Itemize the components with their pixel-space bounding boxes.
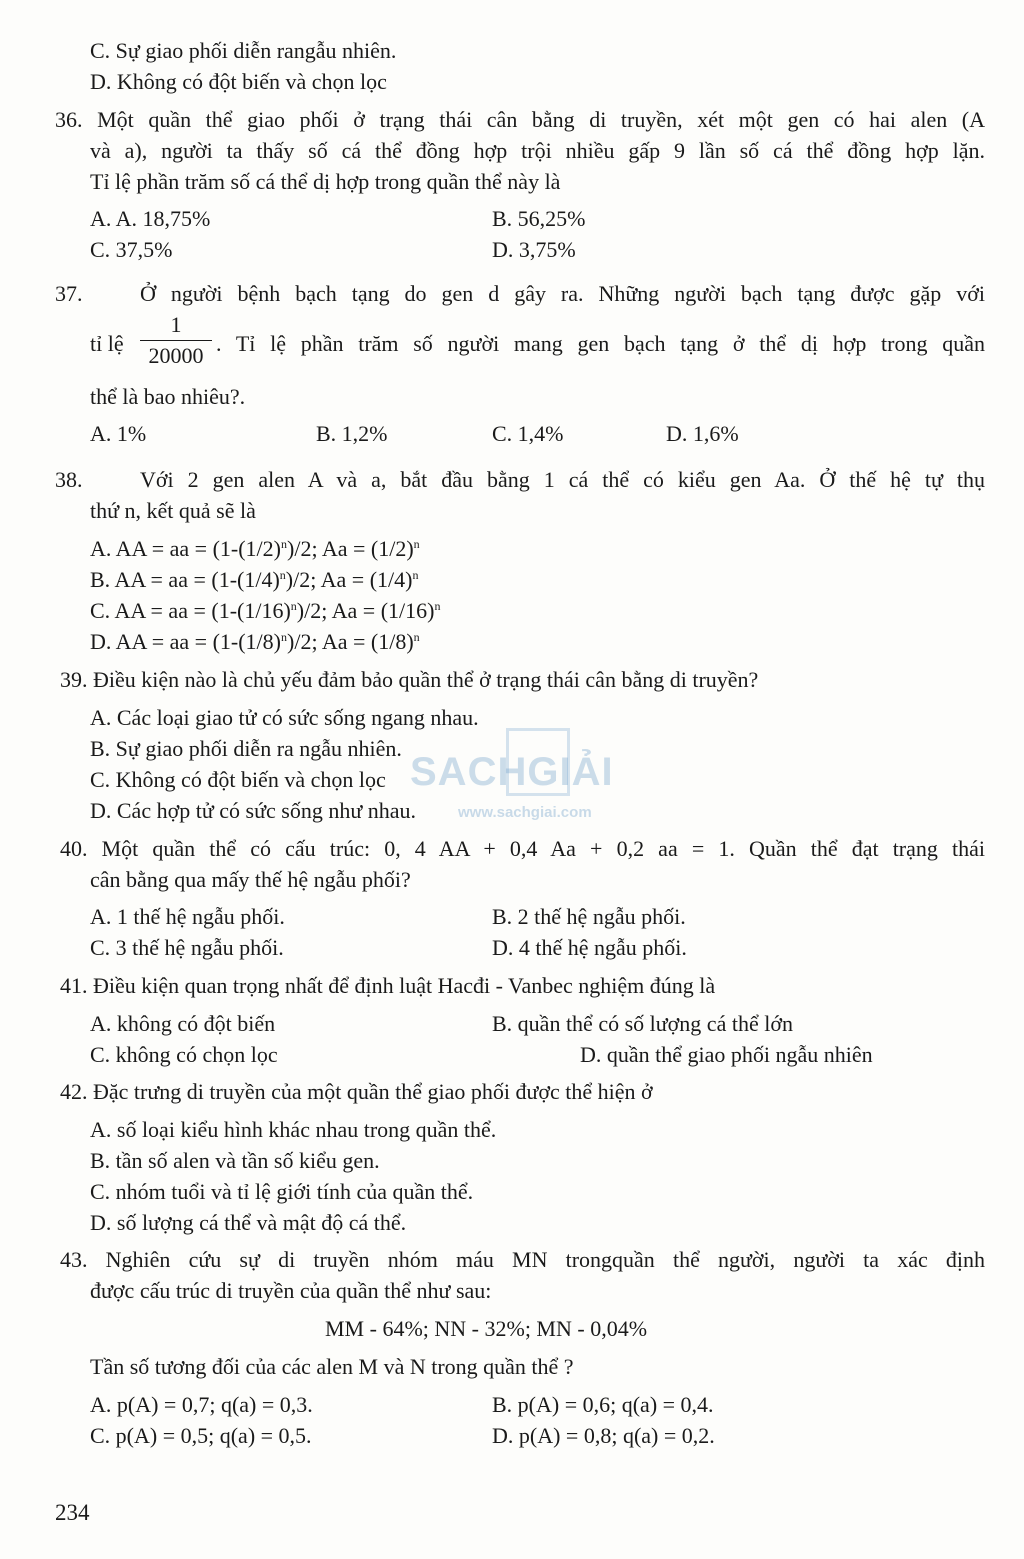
q39-option-a: A. Các loại giao tử có sức sống ngang nhau. bbox=[90, 705, 479, 730]
q36-text-line1: 36. Một quần thể giao phối ở trạng thái cân bằng di truyền, xét một gen có hai alen (A bbox=[55, 107, 985, 132]
q37-text-line1: Ở người bệnh bạch tạng do gen d gây ra. Những người bạch tạng được gặp với bbox=[140, 281, 985, 306]
q37-option-b: B. 1,2% bbox=[316, 421, 388, 446]
q40-option-a: A. 1 thế hệ ngẫu phối. bbox=[90, 904, 285, 929]
q42-option-d: D. số lượng cá thể và mật độ cá thể. bbox=[90, 1210, 407, 1235]
q42-option-b: B. tần số alen và tần số kiểu gen. bbox=[90, 1148, 380, 1173]
q40-option-d: D. 4 thế hệ ngẫu phối. bbox=[492, 935, 687, 960]
q37-text-line2: . Tỉ lệ phần trăm số người mang gen bạch tạng ở thể dị hợp trong quần bbox=[216, 331, 985, 356]
prev-option-d: D. Không có đột biến và chọn lọc bbox=[90, 69, 387, 94]
q37-text-line3: thể là bao nhiêu?. bbox=[90, 384, 246, 409]
q43-option-d: D. p(A) = 0,8; q(a) = 0,2. bbox=[492, 1423, 715, 1448]
q43-option-c: C. p(A) = 0,5; q(a) = 0,5. bbox=[90, 1423, 312, 1448]
fraction-bar bbox=[140, 340, 212, 341]
q43-text-line3: Tần số tương đối của các alen M và N trong quần thể ? bbox=[90, 1354, 574, 1379]
q43-option-a: A. p(A) = 0,7; q(a) = 0,3. bbox=[90, 1392, 313, 1417]
q39-option-d: D. Các hợp tử có sức sống như nhau. bbox=[90, 798, 417, 823]
q42-option-c: C. nhóm tuổi và tỉ lệ giới tính của quần thể. bbox=[90, 1179, 474, 1204]
q41-option-c: C. không có chọn lọc bbox=[90, 1042, 278, 1067]
q36-option-a: A. A. 18,75% bbox=[90, 206, 211, 231]
q38-option-b: B. AA = aa = $(1-(1/4)^n)/2$; $Aa = (1/4)^n$ bbox=[90, 567, 419, 592]
q36-text-line3: Tỉ lệ phần trăm số cá thể dị hợp trong quần thể này là bbox=[90, 169, 561, 194]
q41-option-a: A. không có đột biến bbox=[90, 1011, 276, 1036]
q38-number: 38. bbox=[55, 467, 83, 492]
q42-option-a: A. số loại kiểu hình khác nhau trong quần thể. bbox=[90, 1117, 497, 1142]
q42-text-line1: 42. Đặc trưng di truyền của một quần thể giao phối được thể hiện ở bbox=[60, 1079, 653, 1104]
q36-option-d: D. 3,75% bbox=[492, 237, 576, 262]
prev-option-c: C. Sự giao phối diễn rangẫu nhiên. bbox=[90, 38, 397, 63]
watermark-url: www.sachgiai.com bbox=[458, 804, 592, 821]
q39-text-line1: 39. Điều kiện nào là chủ yếu đảm bảo quần thể ở trạng thái cân bằng di truyền? bbox=[60, 667, 759, 692]
q39-option-c: C. Không có đột biến và chọn lọc bbox=[90, 767, 386, 792]
q40-text-line1: 40. Một quần thể có cấu trúc: 0, 4 AA + 0,4 Aa + 0,2 aa = 1. Quần thể đạt trạng thái bbox=[60, 836, 985, 861]
q36-option-c: C. 37,5% bbox=[90, 237, 173, 262]
q38-option-c: C. AA = aa = $(1-(1/16)^n)/2$; $Aa = (1/16)^n$ bbox=[90, 598, 441, 623]
q37-number: 37. bbox=[55, 281, 83, 306]
q37-fraction-denominator: 20000 bbox=[148, 343, 204, 368]
q37-option-c: C. 1,4% bbox=[492, 421, 564, 446]
page-number: 234 bbox=[55, 1500, 90, 1525]
q38-text-line1: Với 2 gen alen A và a, bắt đầu bằng 1 cá thể có kiểu gen Aa. Ở thế hệ tự thụ bbox=[140, 467, 985, 492]
q43-option-b: B. p(A) = 0,6; q(a) = 0,4. bbox=[492, 1392, 714, 1417]
q40-text-line2: cân bằng qua mấy thế hệ ngẫu phối? bbox=[90, 867, 411, 892]
q36-option-b: B. 56,25% bbox=[492, 206, 586, 231]
q41-option-d: D. quần thể giao phối ngẫu nhiên bbox=[580, 1042, 873, 1067]
q37-option-d: D. 1,6% bbox=[666, 421, 739, 446]
q43-formula: MM - 64%; NN - 32%; MN - 0,04% bbox=[325, 1316, 648, 1341]
q37-option-a: A. 1% bbox=[90, 421, 147, 446]
watermark-logo bbox=[410, 728, 620, 823]
q36-text-line2: và a), người ta thấy số cá thể đồng hợp trội nhiều gấp 9 lần số cá thể đồng hợp lặn. bbox=[90, 138, 985, 163]
q39-option-b: B. Sự giao phối diễn ra ngẫu nhiên. bbox=[90, 736, 402, 761]
q41-text-line1: 41. Điều kiện quan trọng nhất để định luật Hacđi - Vanbec nghiệm đúng là bbox=[60, 973, 716, 998]
q38-option-d: D. AA = aa = $(1-(1/8)^n)/2$; $Aa = (1/8)^n$ bbox=[90, 629, 420, 654]
q43-text-line1: 43. Nghiên cứu sự di truyền nhóm máu MN trongquần thể người, người ta xác định bbox=[60, 1247, 985, 1272]
q40-option-c: C. 3 thế hệ ngẫu phối. bbox=[90, 935, 284, 960]
q37-fraction bbox=[140, 312, 212, 369]
q38-option-a: A. AA = aa = $(1-(1/2)^n)/2$; $Aa = (1/2)^n$ bbox=[90, 536, 420, 561]
q37-fraction-numerator: 1 bbox=[170, 312, 182, 337]
watermark-brand: SACHGIẢI bbox=[410, 750, 614, 794]
q37-ratio-label: tỉ lệ bbox=[90, 331, 124, 356]
q43-text-line2: được cấu trúc di truyền của quần thể như sau: bbox=[90, 1278, 492, 1303]
q40-option-b: B. 2 thế hệ ngẫu phối. bbox=[492, 904, 686, 929]
q38-text-line2: thứ n, kết quả sẽ là bbox=[90, 498, 256, 523]
q41-option-b: B. quần thể có số lượng cá thể lớn bbox=[492, 1011, 793, 1036]
